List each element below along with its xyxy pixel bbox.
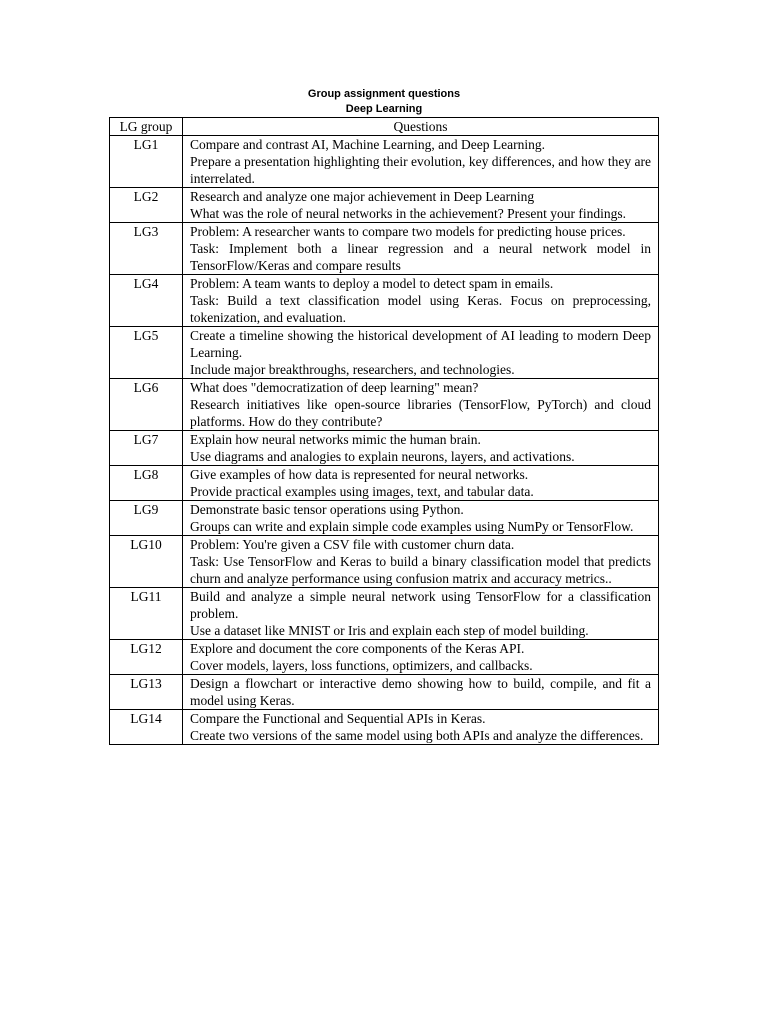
table-header-row (110, 118, 659, 136)
question-line: Build and analyze a simple neural network using TensorFlow for a classification problem. (190, 589, 651, 621)
document-title: Group assignment questions (307, 88, 461, 100)
question-cell (183, 640, 659, 675)
question-line: What does "democratization of deep learning" mean? (190, 380, 479, 395)
question-cell (183, 501, 659, 536)
question-cell (183, 379, 659, 431)
group-cell: LG7 (110, 431, 183, 466)
question-line: Task: Use TensorFlow and Keras to build a binary classification model that predicts churn and analyze performance using confusion matrix and accuracy metrics.. (190, 554, 651, 586)
group-cell: LG9 (110, 501, 183, 536)
group-cell: LG5 (110, 327, 183, 379)
question-line: Compare and contrast AI, Machine Learning, and Deep Learning. (190, 137, 545, 152)
question-line: Create two versions of the same model using both APIs and analyze the differences. (190, 728, 644, 743)
question-line: What was the role of neural networks in the achievement? Present your findings. (190, 206, 626, 221)
question-line: Research initiatives like open-source libraries (TensorFlow, PyTorch) and cloud platforms. How do they contribute? (190, 397, 651, 429)
table-row (110, 501, 659, 536)
table-row (110, 431, 659, 466)
table-row (110, 136, 659, 188)
question-line: Cover models, layers, loss functions, optimizers, and callbacks. (190, 658, 533, 673)
document-title-block (0, 87, 768, 117)
group-cell: LG4 (110, 275, 183, 327)
table-row (110, 379, 659, 431)
question-line: Problem: You're given a CSV file with customer churn data. (190, 537, 515, 552)
table-row (110, 223, 659, 275)
group-cell: LG8 (110, 466, 183, 501)
question-cell (183, 466, 659, 501)
question-line: Design a flowchart or interactive demo showing how to build, compile, and fit a model using Keras. (190, 676, 651, 708)
question-cell (183, 223, 659, 275)
table-row (110, 275, 659, 327)
group-cell: LG2 (110, 188, 183, 223)
question-line: Provide practical examples using images, text, and tabular data. (190, 484, 534, 499)
group-cell: LG14 (110, 710, 183, 745)
question-line: Task: Build a text classification model using Keras. Focus on preprocessing, tokenization, and evaluation. (190, 293, 651, 325)
question-cell (183, 136, 659, 188)
question-cell (183, 327, 659, 379)
table-row (110, 588, 659, 640)
group-cell: LG1 (110, 136, 183, 188)
group-cell: LG13 (110, 675, 183, 710)
question-line: Give examples of how data is represented for neural networks. (190, 467, 529, 482)
table-row (110, 675, 659, 710)
question-line: Research and analyze one major achievement in Deep Learning (190, 189, 535, 204)
question-line: Problem: A team wants to deploy a model to detect spam in emails. (190, 276, 554, 291)
table-row (110, 327, 659, 379)
group-cell: LG10 (110, 536, 183, 588)
question-line: Explore and document the core components of the Keras API. (190, 641, 525, 656)
column-header-questions: Questions (183, 118, 659, 136)
question-line: Demonstrate basic tensor operations using Python. (190, 502, 464, 517)
table-row (110, 536, 659, 588)
question-line: Problem: A researcher wants to compare two models for predicting house prices. (190, 224, 626, 239)
question-line: Explain how neural networks mimic the human brain. (190, 432, 481, 447)
question-line: Create a timeline showing the historical development of AI leading to modern Deep Learning. (190, 328, 651, 360)
group-cell: LG3 (110, 223, 183, 275)
question-cell (183, 588, 659, 640)
group-cell: LG6 (110, 379, 183, 431)
question-line: Prepare a presentation highlighting their evolution, key differences, and how they are interrelated. (190, 154, 651, 186)
question-cell (183, 710, 659, 745)
group-cell: LG11 (110, 588, 183, 640)
column-header-group: LG group (110, 118, 183, 136)
assignment-table (109, 117, 659, 745)
question-cell (183, 275, 659, 327)
question-line: Use a dataset like MNIST or Iris and explain each step of model building. (190, 623, 589, 638)
question-cell (183, 675, 659, 710)
document-subtitle: Deep Learning (345, 103, 423, 115)
question-cell (183, 431, 659, 466)
question-cell (183, 188, 659, 223)
group-cell: LG12 (110, 640, 183, 675)
table-row (110, 710, 659, 745)
question-cell (183, 536, 659, 588)
table-row (110, 640, 659, 675)
table-body (110, 136, 659, 745)
question-line: Compare the Functional and Sequential APIs in Keras. (190, 711, 486, 726)
question-line: Groups can write and explain simple code examples using NumPy or TensorFlow. (190, 519, 634, 534)
question-line: Task: Implement both a linear regression and a neural network model in TensorFlow/Keras and compare results (190, 241, 651, 273)
table-row (110, 466, 659, 501)
question-line: Use diagrams and analogies to explain neurons, layers, and activations. (190, 449, 575, 464)
table-row (110, 188, 659, 223)
question-line: Include major breakthroughs, researchers, and technologies. (190, 362, 515, 377)
